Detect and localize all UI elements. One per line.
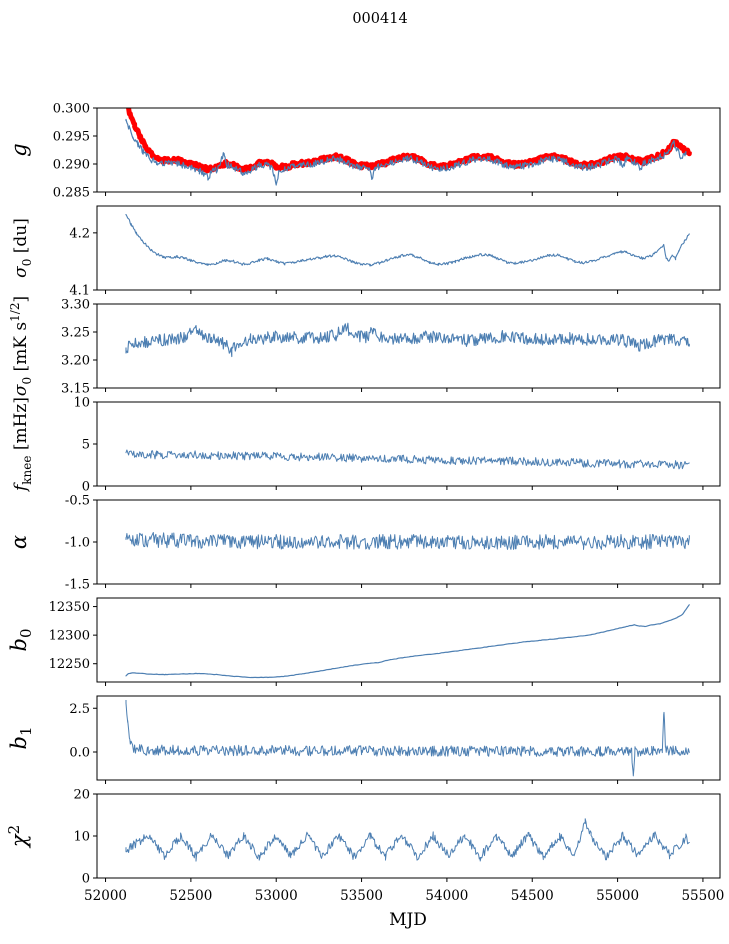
subplot-fknee (11, 396, 720, 495)
series-g-blue (126, 119, 686, 185)
y-tick-label: 0 (81, 871, 90, 887)
y-tick-label: 0.290 (52, 157, 90, 173)
y-axis-label-g: g (7, 143, 31, 157)
y-tick-label: -1.5 (64, 577, 90, 593)
subplot-chi2 (5, 788, 720, 887)
y-tick-label: 20 (73, 787, 90, 803)
y-tick-label: 12300 (48, 628, 90, 644)
y-tick-label: 0 (81, 479, 90, 495)
y-axis-label-fknee: $f_{knee}$ [mHz] (11, 396, 34, 492)
series-b0 (126, 605, 689, 678)
subplot-g (7, 99, 720, 200)
series-sigma0-du (126, 214, 689, 266)
y-tick-label: 0.0 (69, 745, 90, 761)
series-b1 (126, 700, 689, 776)
series-fknee (126, 450, 689, 469)
axes-frame-sigma0-du (97, 206, 720, 290)
y-axis-label-sigma0-du: $\sigma_0$ [du] (11, 218, 34, 278)
y-axis-label-b0: $b_0$ (7, 628, 35, 652)
y-tick-label: 2.5 (69, 701, 90, 717)
x-tick-label: 52000 (84, 888, 128, 904)
x-tick-label: 55500 (681, 888, 725, 904)
y-tick-label: 10 (73, 395, 90, 411)
y-axis-label-b1: $b_1$ (7, 726, 35, 750)
axes-frame-chi2 (97, 794, 720, 878)
y-tick-label: 3.20 (61, 353, 90, 369)
y-tick-label: 3.15 (61, 381, 90, 397)
x-tick-label: 54000 (425, 888, 469, 904)
y-tick-label: 12250 (48, 657, 90, 673)
series-sigma0-mk (126, 323, 689, 356)
y-tick-label: 4.2 (69, 226, 90, 242)
y-tick-label: 3.25 (61, 325, 90, 341)
subplot-b0 (7, 598, 720, 686)
y-tick-label: 10 (73, 829, 90, 845)
series-chi2 (126, 819, 689, 861)
y-tick-label: 4.1 (69, 283, 90, 299)
y-tick-label: -0.5 (64, 493, 90, 509)
y-tick-label: 12350 (48, 600, 90, 616)
figure-title: 000414 (352, 11, 408, 27)
subplot-b1 (7, 696, 720, 784)
x-axis-group (84, 888, 724, 904)
axes-frame-b1 (97, 696, 720, 780)
y-tick-label: 0.300 (52, 101, 90, 117)
y-tick-label: 5 (81, 437, 90, 453)
y-axis-label-sigma0-mk: $\sigma_0$ [mK $s^{1/2}$] (8, 295, 34, 397)
x-tick-label: 53000 (254, 888, 298, 904)
subplot-alpha (7, 494, 720, 593)
x-tick-label: 55000 (596, 888, 640, 904)
x-tick-label: 53500 (340, 888, 384, 904)
y-tick-label: -1.0 (64, 535, 90, 551)
series-alpha (126, 532, 689, 549)
y-axis-label-chi2: $\chi^2$ (5, 824, 31, 848)
x-tick-label: 54500 (510, 888, 554, 904)
axes-frame-b0 (97, 598, 720, 682)
y-tick-label: 0.285 (52, 185, 90, 201)
y-tick-label: 3.30 (61, 297, 90, 313)
x-tick-label: 52500 (169, 888, 213, 904)
x-axis-label: MJD (389, 910, 427, 930)
axes-frame-g (97, 108, 720, 192)
subplot-sigma0-mk (8, 296, 720, 397)
subplots-group (5, 99, 720, 886)
y-axis-label-alpha: α (7, 534, 31, 550)
subplot-sigma0-du (11, 206, 720, 299)
axes-frame-fknee (97, 402, 720, 486)
y-tick-label: 0.295 (52, 129, 90, 145)
